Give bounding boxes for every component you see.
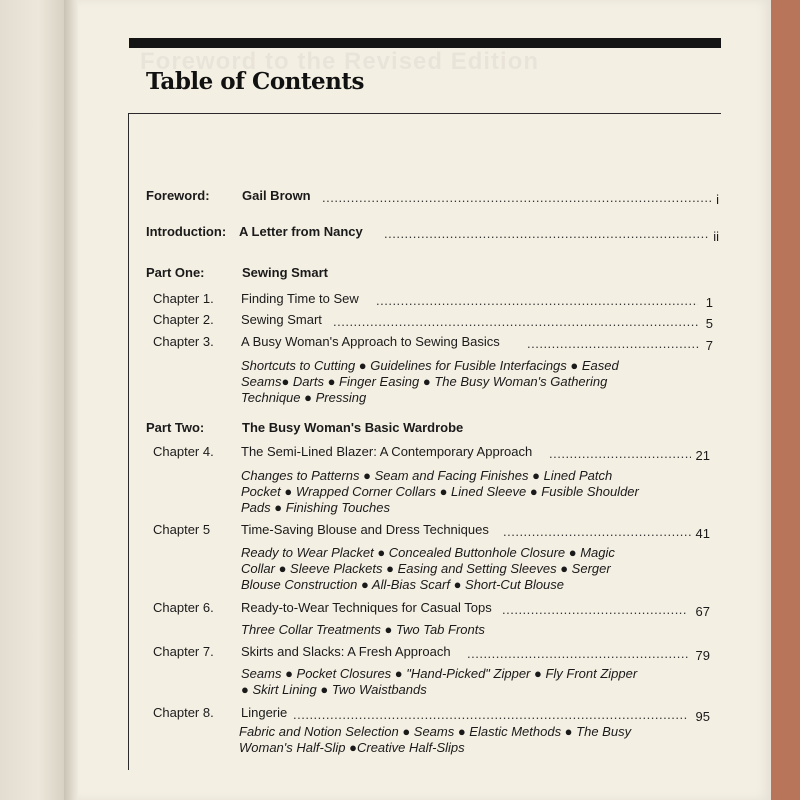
chapter-4-title: The Semi-Lined Blazer: A Contemporary Approach (241, 444, 533, 459)
chapter-5-topics-line-1: Ready to Wear Placket ● Concealed Buttonhole Closure ● Magic (241, 545, 615, 560)
foreword-leader (322, 190, 712, 203)
chapter-4-page: 21 (695, 448, 710, 463)
chapter-5-label: Chapter 5 (153, 522, 211, 537)
foreword-title: Gail Brown (242, 188, 311, 203)
chapter-2-page: 5 (705, 316, 713, 331)
chapter-1-leader (376, 293, 698, 306)
introduction-leader (384, 226, 708, 239)
chapter-2-leader (333, 314, 698, 327)
chapter-3-page: 7 (705, 338, 713, 353)
introduction-page: ii (713, 229, 719, 244)
chapter-5-topics-line-3: Blouse Construction ● All-Bias Scarf ● Short-Cut Blouse (241, 577, 565, 592)
chapter-6-title: Ready-to-Wear Techniques for Casual Tops (241, 600, 492, 615)
foreword-page: i (716, 192, 719, 207)
chapter-3-topics-line-2: Seams● Darts ● Finger Easing ● The Busy Woman's Gathering (241, 374, 608, 389)
chapter-6-label: Chapter 6. (153, 600, 214, 615)
chapter-3-topics-line-1: Shortcuts to Cutting ● Guidelines for Fusible Interfacings ● Eased (241, 358, 619, 373)
foreword-label: Foreword: (146, 188, 210, 203)
chapter-3-topics-line-3: Technique ● Pressing (241, 390, 367, 405)
chapter-7-topics-line-2: ● Skirt Lining ● Two Waistbands (241, 682, 427, 697)
chapter-8-leader (293, 707, 688, 720)
part-two-title: The Busy Woman's Basic Wardrobe (242, 420, 464, 435)
chapter-5-title: Time-Saving Blouse and Dress Techniques (241, 522, 489, 537)
chapter-4-topics-line-3: Pads ● Finishing Touches (241, 500, 391, 515)
chapter-5-page: 41 (695, 526, 710, 541)
chapter-7-page: 79 (695, 648, 710, 663)
chapter-6-page: 67 (695, 604, 710, 619)
chapter-8-title: Lingerie (241, 705, 288, 720)
chapter-8-topics-line-2: Woman's Half-Slip ●Creative Half-Slips (239, 740, 465, 755)
chapter-2-title: Sewing Smart (241, 312, 322, 327)
introduction-label: Introduction: (146, 224, 227, 239)
chapter-1-label: Chapter 1. (153, 291, 214, 306)
part-one-title: Sewing Smart (242, 265, 328, 280)
chapter-6-topics-line-1: Three Collar Treatments ● Two Tab Fronts (241, 622, 485, 637)
chapter-1-page: 1 (705, 295, 713, 310)
chapter-5-topics-line-2: Collar ● Sleeve Plackets ● Easing and Setting Sleeves ● Serger (241, 561, 611, 576)
chapter-4-leader (549, 446, 691, 459)
chapter-7-topics-line-1: Seams ● Pocket Closures ● "Hand-Picked" Zipper ● Fly Front Zipper (241, 666, 638, 681)
chapter-8-page: 95 (695, 709, 710, 724)
chapter-3-title: A Busy Woman's Approach to Sewing Basics (241, 334, 500, 349)
chapter-8-label: Chapter 8. (153, 705, 214, 720)
chapter-7-title: Skirts and Slacks: A Fresh Approach (241, 644, 451, 659)
page-title: Table of Contents (146, 68, 364, 95)
chapter-4-topics-line-2: Pocket ● Wrapped Corner Collars ● Lined Sleeve ● Fusible Shoulder (241, 484, 639, 499)
introduction-title: A Letter from Nancy (239, 224, 363, 239)
chapter-4-topics-line-1: Changes to Patterns ● Seam and Facing Finishes ● Lined Patch (241, 468, 613, 483)
chapter-3-leader (527, 336, 699, 349)
chapter-7-leader (467, 646, 689, 659)
chapter-7-label: Chapter 7. (153, 644, 214, 659)
part-one-label: Part One: (146, 265, 205, 280)
chapter-8-topics-line-1: Fabric and Notion Selection ● Seams ● Elastic Methods ● The Busy (239, 724, 632, 739)
part-two-label: Part Two: (146, 420, 205, 435)
chapter-4-label: Chapter 4. (153, 444, 214, 459)
chapter-5-leader (503, 524, 691, 537)
chapter-3-label: Chapter 3. (153, 334, 214, 349)
chapter-1-title: Finding Time to Sew (241, 291, 359, 306)
chapter-6-leader (502, 602, 688, 615)
chapter-2-label: Chapter 2. (153, 312, 214, 327)
